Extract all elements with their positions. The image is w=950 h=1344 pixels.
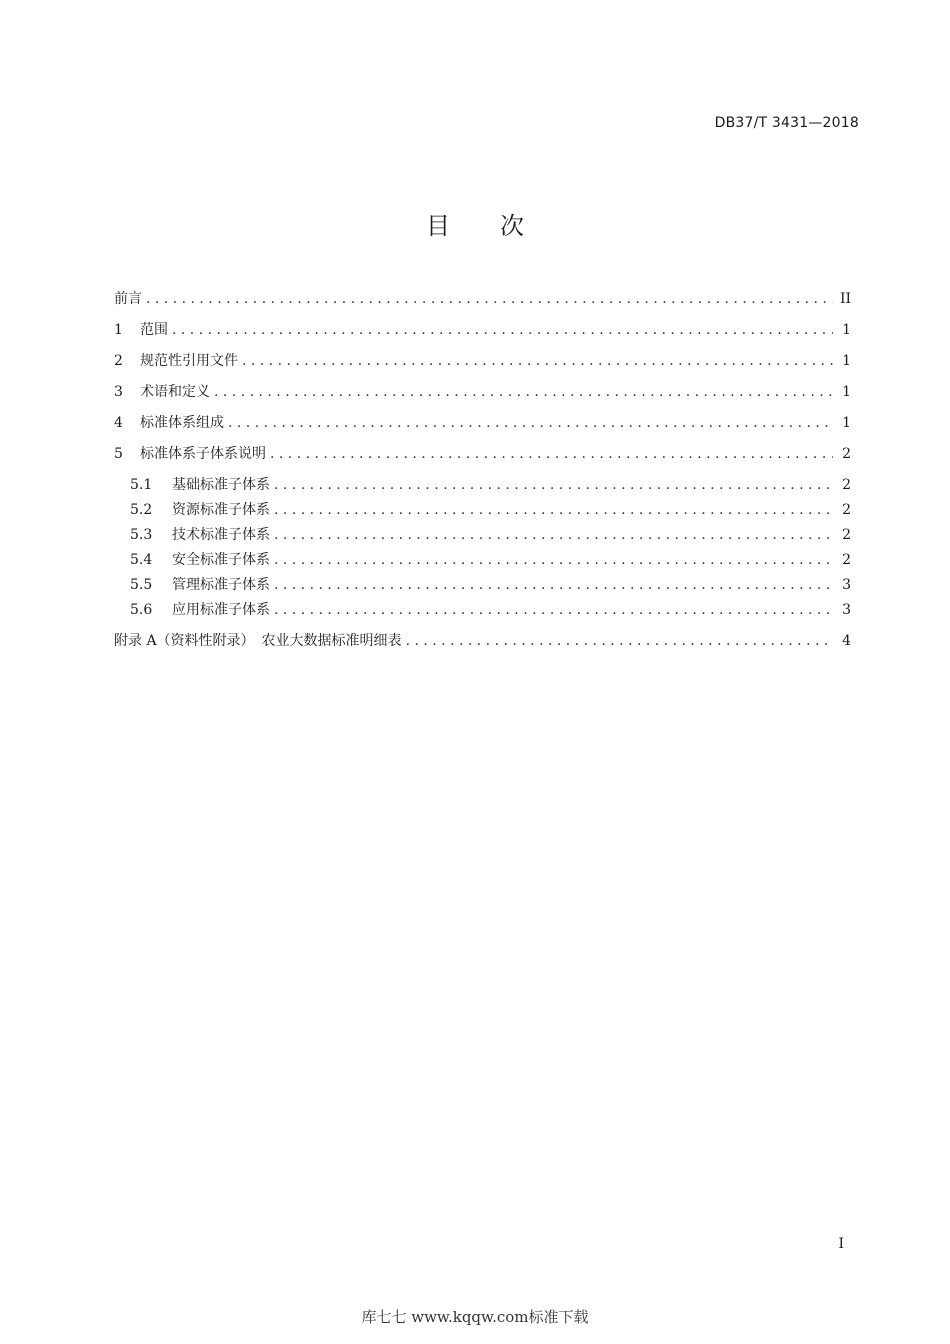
- dot-leader: [274, 552, 833, 568]
- dot-leader: [274, 527, 833, 543]
- toc-entry-number: 5: [114, 446, 123, 462]
- toc-entry-5-3[interactable]: [114, 524, 851, 549]
- toc-entry-label: 标准体系子体系说明: [140, 446, 266, 462]
- toc-entry-page: 2: [842, 477, 851, 493]
- toc-entry-number: 5.4: [130, 552, 153, 568]
- dot-leader: [228, 415, 833, 431]
- toc-entry-5-4[interactable]: [114, 549, 851, 574]
- toc-entry-3[interactable]: [114, 381, 851, 412]
- toc-entry-label: 附录 A（资料性附录） 农业大数据标准明细表: [114, 633, 402, 649]
- toc-entry-5-6[interactable]: [114, 599, 851, 630]
- dot-leader: [146, 291, 833, 307]
- toc-entry-label: 标准体系组成: [140, 415, 224, 431]
- watermark: 库七七 www.kqqw.com标准下载: [361, 1308, 589, 1326]
- toc-entry-label: 基础标准子体系: [172, 477, 270, 493]
- toc-entry-label: 范围: [140, 322, 168, 338]
- toc-entry-5-2[interactable]: [114, 499, 851, 524]
- toc-entry-label: 管理标准子体系: [172, 577, 270, 593]
- toc-entry-label: 前言: [114, 291, 142, 307]
- title-char-1: 目: [426, 212, 450, 240]
- dot-leader: [274, 502, 833, 518]
- toc-entry-number: 3: [114, 384, 123, 400]
- toc-entry-5[interactable]: [114, 443, 851, 474]
- document-code: DB37/T 3431—2018: [714, 115, 859, 131]
- page-title: [0, 206, 950, 241]
- toc-entry-4[interactable]: [114, 412, 851, 443]
- toc-entry-number: 5.6: [130, 602, 153, 618]
- toc-entry-5-5[interactable]: [114, 574, 851, 599]
- toc-entry-page: II: [839, 291, 851, 307]
- dot-leader: [172, 322, 833, 338]
- dot-leader: [214, 384, 833, 400]
- toc-entry-number: 2: [114, 353, 123, 369]
- toc-entry-label: 术语和定义: [140, 384, 210, 400]
- page-number: I: [838, 1236, 844, 1252]
- dot-leader: [274, 577, 833, 593]
- toc-entry-page: 1: [842, 384, 851, 400]
- toc-entry-page: 4: [842, 633, 851, 649]
- toc-entry-page: 1: [842, 415, 851, 431]
- toc-entry-label: 资源标准子体系: [172, 502, 270, 518]
- toc-entry-page: 2: [842, 446, 851, 462]
- toc-entry-label: 安全标准子体系: [172, 552, 270, 568]
- toc-entry-label: 规范性引用文件: [140, 353, 238, 369]
- toc-entry-page: 1: [842, 322, 851, 338]
- dot-leader: [274, 602, 833, 618]
- toc-entry-page: 3: [842, 602, 851, 618]
- title-char-2: 次: [500, 212, 524, 240]
- toc-entry-5-1[interactable]: [114, 474, 851, 499]
- toc-entry-number: 1: [114, 322, 123, 338]
- toc-entry-number: 5.3: [130, 527, 153, 543]
- toc-entry-label: 技术标准子体系: [172, 527, 270, 543]
- table-of-contents: [114, 288, 851, 661]
- toc-entry-number: 5.1: [130, 477, 153, 493]
- dot-leader: [242, 353, 833, 369]
- toc-entry-number: 4: [114, 415, 123, 431]
- dot-leader: [270, 446, 833, 462]
- toc-entry-number: 5.5: [130, 577, 153, 593]
- toc-entry-appendix-a[interactable]: [114, 630, 851, 661]
- dot-leader: [406, 633, 833, 649]
- toc-entry-page: 1: [842, 353, 851, 369]
- toc-entry-label: 应用标准子体系: [172, 602, 270, 618]
- toc-entry-page: 2: [842, 552, 851, 568]
- toc-entry-page: 3: [842, 577, 851, 593]
- toc-entry-page: 2: [842, 527, 851, 543]
- toc-entry-2[interactable]: [114, 350, 851, 381]
- toc-entry-page: 2: [842, 502, 851, 518]
- dot-leader: [274, 477, 833, 493]
- toc-entry-foreword[interactable]: [114, 288, 851, 319]
- toc-entry-1[interactable]: [114, 319, 851, 350]
- toc-entry-number: 5.2: [130, 502, 153, 518]
